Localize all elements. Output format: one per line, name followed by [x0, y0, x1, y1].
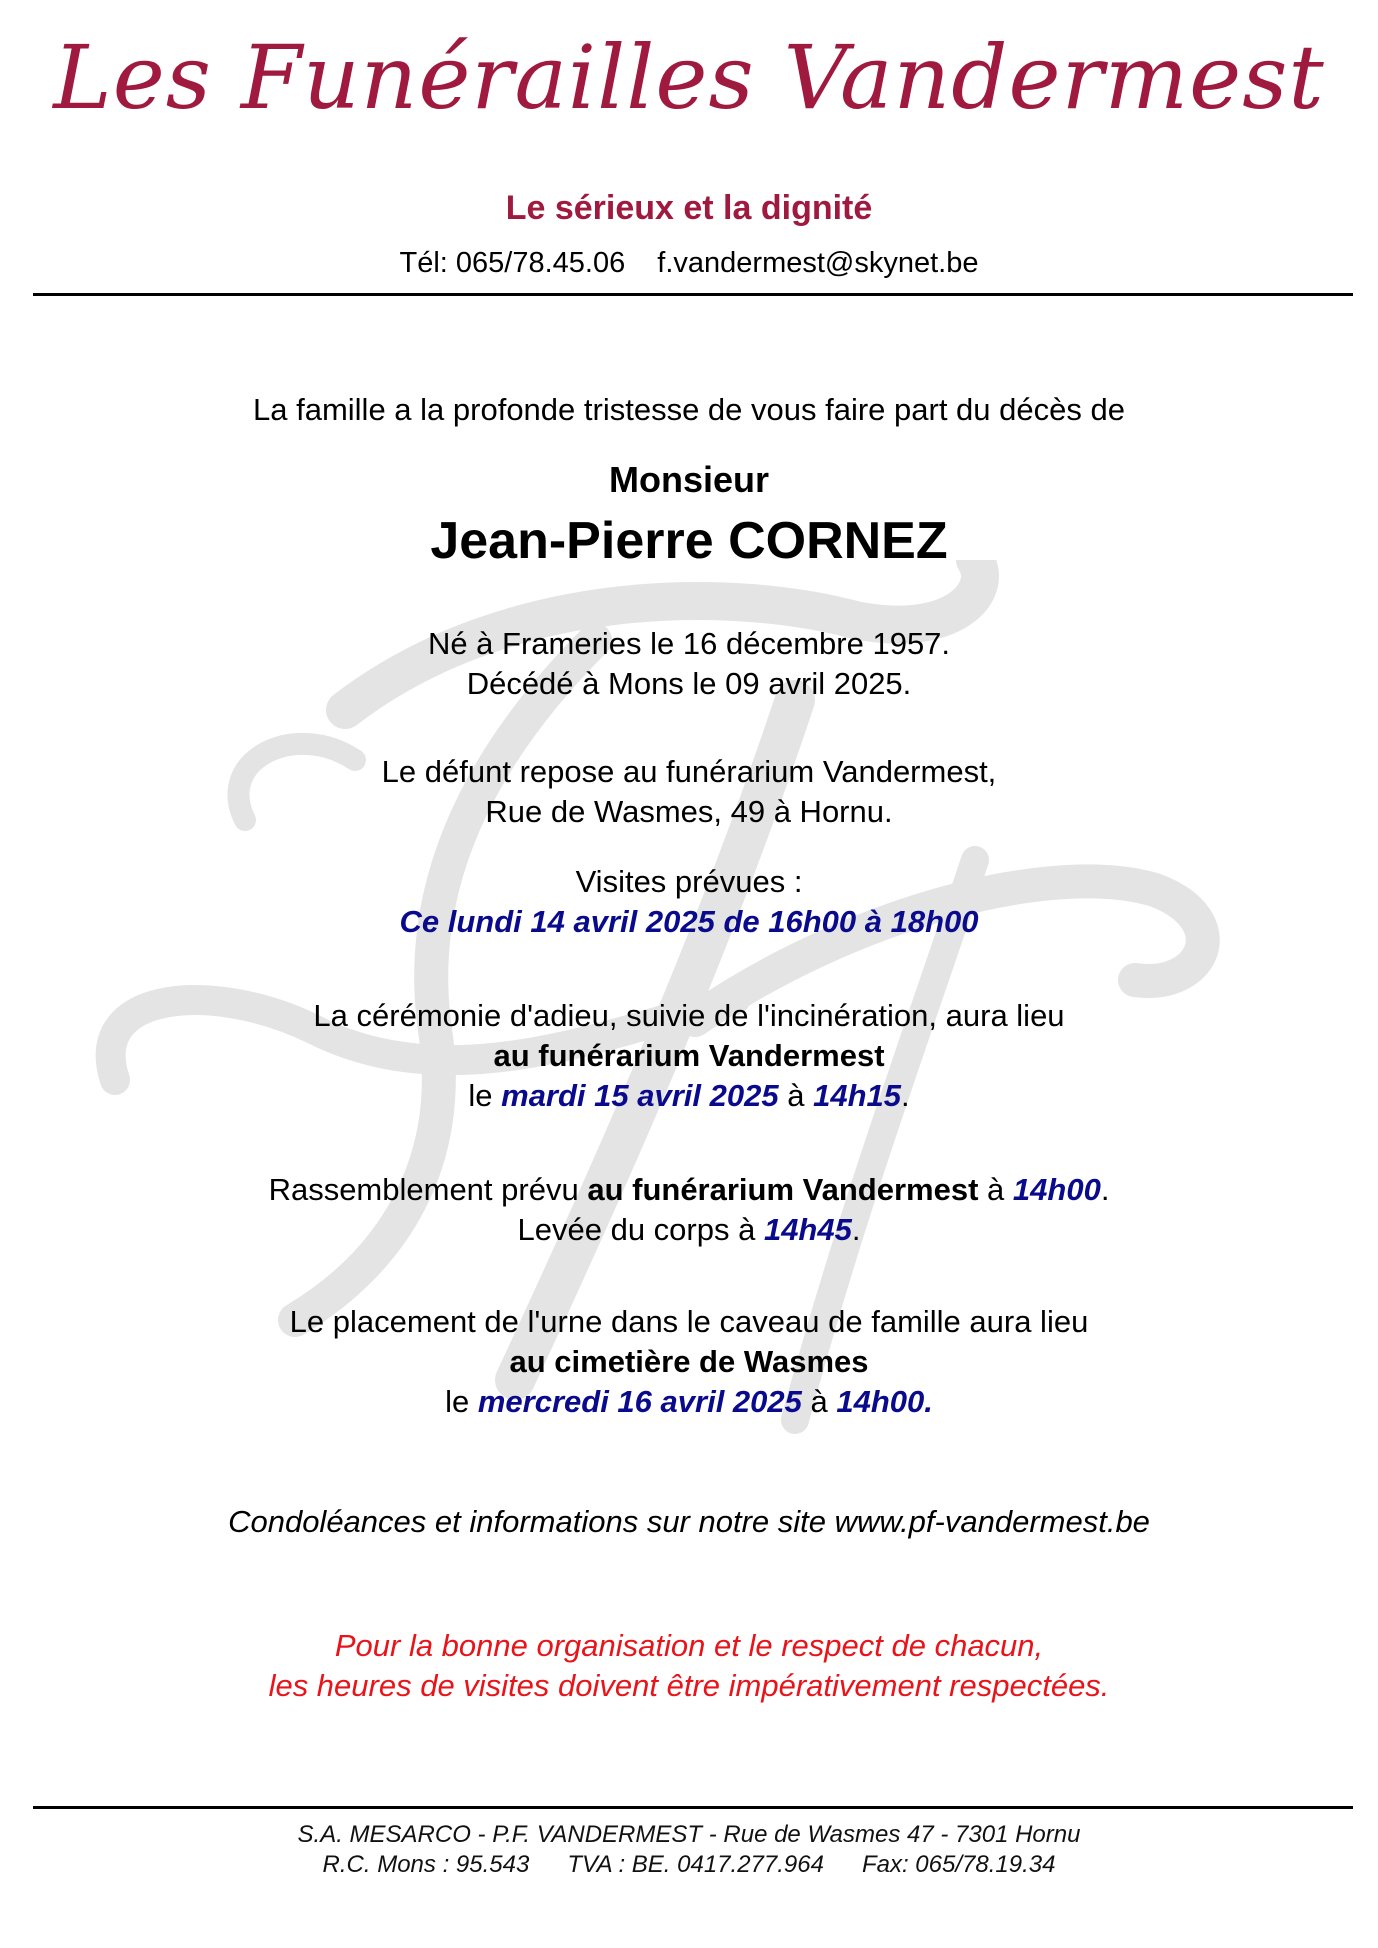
- visits-info: [0, 862, 1378, 942]
- footer-tva: TVA : BE. 0417.277.964: [567, 1851, 824, 1878]
- urn-info: [0, 1302, 1378, 1422]
- announcement-intro: La famille a la profonde tristesse de vous faire part du décès de: [253, 392, 1125, 427]
- phone-number: Tél: 065/78.45.06: [399, 247, 626, 279]
- repose-line-2: Rue de Wasmes, 49 à Hornu.: [485, 794, 893, 829]
- deceased-name: Jean-Pierre CORNEZ: [430, 512, 948, 570]
- condolences-line[interactable]: Condoléances et informations sur notre site www.pf-vandermest.be: [228, 1504, 1150, 1539]
- visits-schedule: Ce lundi 14 avril 2025 de 16h00 à 18h00: [399, 904, 979, 939]
- urn-date: mercredi 16 avril 2025: [477, 1384, 802, 1419]
- ceremony-date: mardi 15 avril 2025: [501, 1078, 779, 1113]
- ceremony-place: au funérarium Vandermest: [493, 1038, 885, 1073]
- ceremony-line-1: La cérémonie d'adieu, suivie de l'incinération, aura lieu: [313, 998, 1065, 1033]
- deceased-civility: Monsieur: [608, 459, 769, 500]
- ceremony-info: [0, 996, 1378, 1116]
- ceremony-time: 14h15: [813, 1078, 902, 1113]
- urn-place: au cimetière de Wasmes: [509, 1344, 869, 1379]
- death-line: Décédé à Mons le 09 avril 2025.: [466, 666, 912, 701]
- urn-datetime: le mercredi 16 avril 2025 à 14h00.: [445, 1384, 933, 1419]
- life-dates: [0, 624, 1378, 704]
- footer-line-2: [0, 1850, 1378, 1880]
- urn-line-1: Le placement de l'urne dans le caveau de famille aura lieu: [289, 1304, 1089, 1339]
- notice-line-1: Pour la bonne organisation et le respect de chacun,: [334, 1628, 1044, 1663]
- gathering-line: Rassemblement prévu au funérarium Vandermest à 14h00.: [268, 1172, 1110, 1207]
- birth-line: Né à Frameries le 16 décembre 1957.: [427, 626, 951, 661]
- email-link[interactable]: f.vandermest@skynet.be: [657, 247, 979, 279]
- visit-notice: [0, 1626, 1378, 1706]
- repose-line-1: Le défunt repose au funérarium Vandermest,: [381, 754, 997, 789]
- company-footer: [0, 1820, 1378, 1880]
- notice-line-2: les heures de visites doivent être impérativement respectées.: [268, 1668, 1110, 1703]
- ceremony-datetime: le mardi 15 avril 2025 à 14h15.: [468, 1078, 910, 1113]
- footer-fax: Fax: 065/78.19.34: [861, 1851, 1056, 1878]
- footer-rc: R.C. Mons : 95.543: [322, 1851, 530, 1878]
- visits-label: Visites prévues :: [575, 864, 803, 899]
- footer-line-1: S.A. MESARCO - P.F. VANDERMEST - Rue de Wasmes 47 - 7301 Hornu: [297, 1821, 1081, 1848]
- contact-line: [0, 246, 1378, 280]
- repose-info: [0, 752, 1378, 832]
- footer-divider: [33, 1806, 1353, 1809]
- header-divider: [33, 293, 1353, 296]
- urn-time: 14h00.: [836, 1384, 933, 1419]
- tagline: Le sérieux et la dignité: [505, 189, 873, 227]
- gathering-place: au funérarium Vandermest: [587, 1172, 979, 1207]
- gathering-time: 14h00: [1012, 1172, 1101, 1207]
- gathering-info: [0, 1170, 1378, 1250]
- company-title: Les Funérailles Vandermest: [53, 26, 1325, 129]
- levee-time: 14h45: [763, 1212, 852, 1247]
- levee-line: Levée du corps à 14h45.: [517, 1212, 861, 1247]
